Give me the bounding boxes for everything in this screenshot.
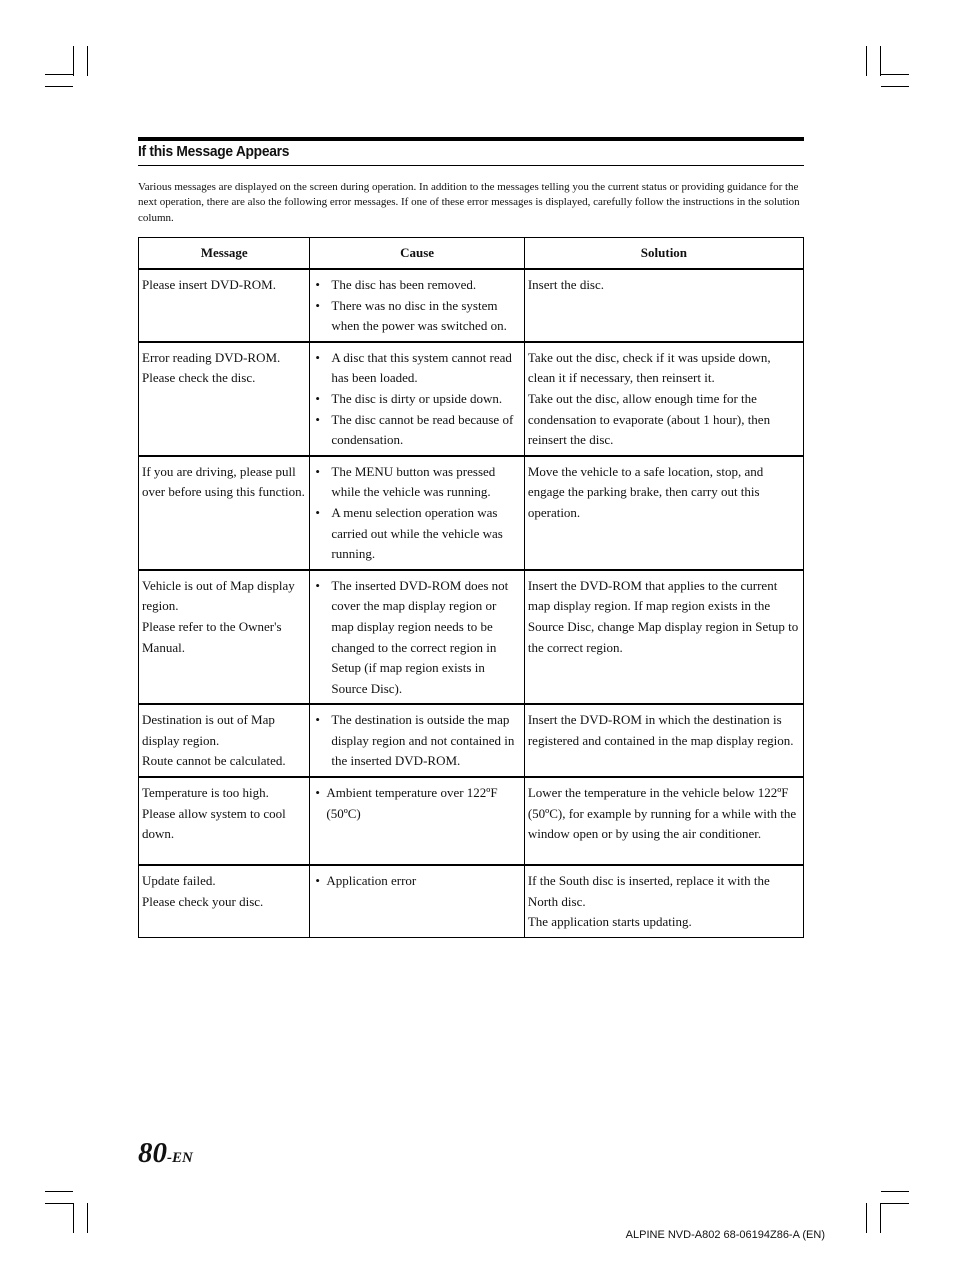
table-header-row [139, 238, 804, 270]
solution-text: Lower the temperature in the vehicle below 122ºF (50ºC), for example by running for a while with the window open or by using the air conditioner. [527, 785, 797, 842]
table-row [139, 269, 804, 342]
cause-item: • Application error [313, 871, 520, 892]
cause-cell [310, 777, 524, 865]
message-text: If you are driving, please pull over before using this function. [142, 463, 305, 500]
cause-cell [310, 570, 524, 705]
cause-item: • A disc that this system cannot read has been loaded. [313, 348, 520, 389]
solution-text: The application starts updating. [527, 914, 692, 930]
message-text: Vehicle is out of Map display region. [142, 577, 295, 614]
table-row [139, 777, 804, 865]
section-rule [138, 165, 804, 166]
solution-cell [524, 342, 803, 456]
cause-item: • A menu selection operation was carried out while the vehicle was running. [313, 503, 520, 565]
intro-paragraph: Various messages are displayed on the screen during operation. In addition to the messages telling you the current status or providing guidance for the next operation, there are also the following error messages. If one of these error messages is displayed, carefully follow the instructions in the solution column. [138, 181, 800, 224]
message-text: Temperature is too high. [142, 785, 269, 801]
cause-item: • There was no disc in the system when the power was switched on. [313, 296, 520, 337]
message-cell [139, 456, 310, 570]
cause-item: • Ambient temperature over 122ºF (50ºC) [313, 783, 520, 824]
footer-model-code: ALPINE NVD-A802 68-06194Z86-A (EN) [625, 1229, 825, 1241]
section-title: If this Message Appears [138, 143, 290, 160]
cause-item: • The destination is outside the map display region and not contained in the inserted DVD-ROM. [313, 710, 520, 772]
header-solution: Solution [524, 238, 803, 270]
cause-cell [310, 269, 524, 342]
solution-text: Move the vehicle to a safe location, stop, and engage the parking brake, then carry out this operation. [527, 463, 764, 520]
solution-text: Take out the disc, check if it was upside down, clean it if necessary, then reinsert it. [527, 349, 771, 386]
table-row [139, 704, 804, 777]
cause-item: • The disc cannot be read because of condensation. [313, 410, 520, 451]
message-text: Update failed. [142, 873, 216, 889]
solution-text: Insert the disc. [527, 277, 605, 292]
solution-text: Take out the disc, allow enough time for the condensation to evaporate (about 1 hour), then reinsert the disc. [527, 390, 771, 448]
cause-item: • The inserted DVD-ROM does not cover the map display region or map display region needs to be changed to the correct region in Setup (if map region exists in Source Disc). [313, 576, 520, 700]
message-text: Please refer to the Owner's Manual. [142, 618, 282, 655]
cause-item: • The MENU button was pressed while the vehicle was running. [313, 462, 520, 503]
cause-cell [310, 865, 524, 937]
solution-cell [524, 570, 803, 705]
cause-item: • The disc is dirty or upside down. [313, 389, 520, 410]
solution-cell [524, 704, 803, 777]
message-cell [139, 570, 310, 705]
cause-cell [310, 456, 524, 570]
cause-cell [310, 704, 524, 777]
message-cell [139, 777, 310, 865]
table-row [139, 865, 804, 937]
page-number [138, 1137, 193, 1170]
header-cause: Cause [310, 238, 524, 270]
message-cell [139, 269, 310, 342]
solution-cell [524, 456, 803, 570]
message-cell [139, 704, 310, 777]
message-cell [139, 342, 310, 456]
page-number-value: 80 [138, 1137, 167, 1169]
cause-cell [310, 342, 524, 456]
message-text: Please allow system to cool down. [142, 805, 286, 842]
solution-text: Insert the DVD-ROM in which the destination is registered and contained in the map display region. [527, 712, 794, 748]
message-cell [139, 865, 310, 937]
page-number-suffix: -EN [167, 1150, 193, 1166]
message-text: Please check your disc. [142, 893, 264, 909]
message-text: Route cannot be calculated. [142, 753, 286, 769]
error-message-table [138, 237, 804, 938]
solution-text: If the South disc is inserted, replace it with the North disc. [527, 873, 770, 909]
solution-cell [524, 777, 803, 865]
table-row [139, 342, 804, 456]
header-message: Message [139, 238, 310, 270]
message-text: Destination is out of Map display region. [142, 712, 275, 748]
solution-cell [524, 269, 803, 342]
solution-cell [524, 865, 803, 937]
cause-item: • The disc has been removed. [313, 275, 520, 296]
message-text: Error reading DVD-ROM. [142, 349, 281, 365]
solution-text: Insert the DVD-ROM that applies to the current map display region. If map region exists in the Source Disc, change Map display region in Setup to the correct region. [527, 577, 799, 655]
table-row [139, 570, 804, 705]
section-top-bar [138, 137, 804, 141]
message-text: Please insert DVD-ROM. [142, 277, 276, 292]
message-text: Please check the disc. [142, 370, 256, 386]
table-row [139, 456, 804, 570]
